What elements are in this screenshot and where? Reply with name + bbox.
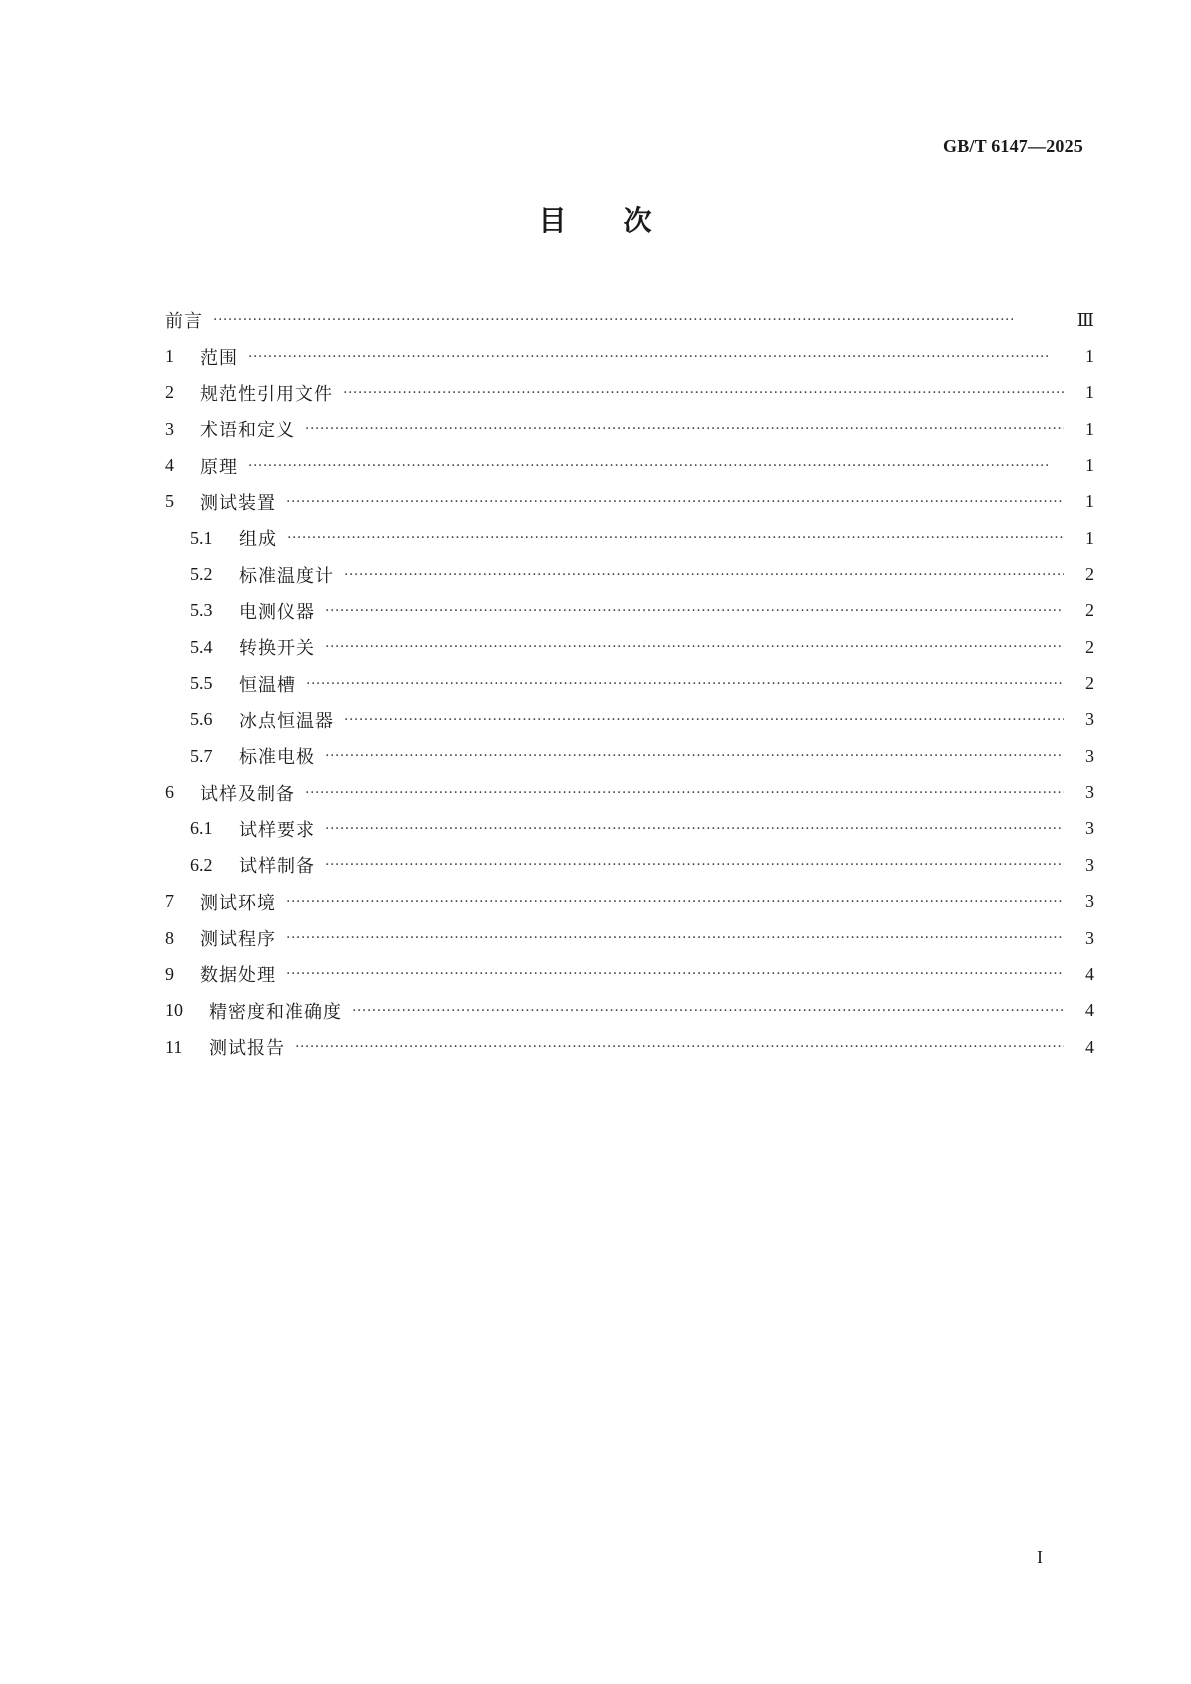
toc-entry-number: 9 (165, 963, 174, 984)
dot-leader (306, 676, 1064, 692)
toc-entry-number: 5.5 (190, 673, 213, 694)
dot-leader (305, 785, 1064, 801)
toc-entry-page: 3 (1085, 891, 1094, 912)
toc-entry-label: 标准电极 (239, 747, 315, 769)
toc-entry-number: 6 (165, 782, 174, 803)
toc-entry-label: 组成 (239, 529, 277, 551)
toc-entry-number: 11 (165, 1036, 183, 1057)
dot-leader (286, 966, 1064, 982)
toc-entry-label: 前言 (165, 311, 203, 333)
toc-entry-5-1[interactable] (165, 520, 1094, 556)
dot-leader (305, 421, 1064, 437)
toc-entry-number: 5.6 (190, 709, 213, 730)
dot-leader (248, 349, 1064, 365)
table-of-contents (165, 302, 1094, 1065)
toc-entry-label: 术语和定义 (200, 420, 295, 442)
toc-entry-11[interactable] (165, 1029, 1094, 1065)
toc-entry-number: 5.2 (190, 564, 213, 585)
title-char-1: 目 (538, 204, 568, 237)
toc-entry-8[interactable] (165, 920, 1094, 956)
toc-entry-page: 2 (1085, 673, 1094, 694)
toc-entry-page: Ⅲ (1076, 309, 1094, 330)
toc-entry-page: 3 (1085, 782, 1094, 803)
toc-entry-6-2[interactable] (165, 847, 1094, 883)
dot-leader (213, 312, 1064, 328)
toc-entry-number: 5.4 (190, 636, 213, 657)
dot-leader (287, 530, 1064, 546)
toc-entry-label: 试样制备 (239, 856, 315, 878)
toc-entry-label: 测试报告 (209, 1038, 285, 1060)
toc-entry-label: 精密度和准确度 (209, 1001, 342, 1023)
toc-entry-page: 2 (1085, 636, 1094, 657)
dot-leader (325, 639, 1064, 655)
toc-entry-10[interactable] (165, 993, 1094, 1029)
dot-leader (344, 567, 1064, 583)
toc-entry-label: 数据处理 (200, 965, 276, 987)
toc-entry-5-7[interactable] (165, 738, 1094, 774)
toc-entry-number: 7 (165, 891, 174, 912)
toc-entry-6[interactable] (165, 774, 1094, 810)
toc-entry-number: 5 (165, 491, 174, 512)
toc-entry-5-3[interactable] (165, 593, 1094, 629)
toc-entry-label: 规范性引用文件 (200, 383, 333, 405)
toc-entry-7[interactable] (165, 884, 1094, 920)
dot-leader (248, 458, 1064, 474)
page-number: I (1037, 1547, 1043, 1567)
toc-entry-5-6[interactable] (165, 702, 1094, 738)
dot-leader (325, 603, 1064, 619)
toc-entry-label: 试样要求 (239, 819, 315, 841)
toc-entry-number: 3 (165, 418, 174, 439)
toc-entry-page: 1 (1085, 382, 1094, 403)
toc-entry-3[interactable] (165, 411, 1094, 447)
dot-leader (352, 1003, 1064, 1019)
toc-entry-page: 3 (1085, 745, 1094, 766)
toc-entry-page: 1 (1085, 527, 1094, 548)
toc-entry-5-5[interactable] (165, 665, 1094, 701)
dot-leader (286, 930, 1064, 946)
toc-entry-5-4[interactable] (165, 629, 1094, 665)
toc-entry-number: 5.7 (190, 745, 213, 766)
toc-entry-2[interactable] (165, 375, 1094, 411)
toc-entry-page: 2 (1085, 564, 1094, 585)
toc-entry-number: 5.1 (190, 527, 213, 548)
dot-leader (295, 1039, 1064, 1055)
toc-entry-5-2[interactable] (165, 556, 1094, 592)
toc-entry-label: 原理 (200, 456, 238, 478)
toc-entry-5[interactable] (165, 484, 1094, 520)
toc-entry-page: 3 (1085, 709, 1094, 730)
dot-leader (325, 748, 1064, 764)
toc-entry-4[interactable] (165, 447, 1094, 483)
toc-entry-page: 4 (1085, 1036, 1094, 1057)
toc-entry-page: 1 (1085, 418, 1094, 439)
dot-leader (343, 385, 1064, 401)
title-char-2: 次 (623, 204, 653, 237)
toc-entry-number: 4 (165, 455, 174, 476)
toc-entry-page: 2 (1085, 600, 1094, 621)
toc-entry-9[interactable] (165, 956, 1094, 992)
toc-entry-page: 3 (1085, 927, 1094, 948)
toc-entry-page: 4 (1085, 1000, 1094, 1021)
toc-entry-label: 测试装置 (200, 492, 276, 514)
toc-entry-page: 1 (1085, 455, 1094, 476)
toc-entry-number: 10 (165, 1000, 183, 1021)
dot-leader (325, 857, 1064, 873)
toc-entry-page: 1 (1085, 346, 1094, 367)
page-title (0, 204, 1191, 238)
toc-entry-page: 3 (1085, 854, 1094, 875)
toc-entry-number: 2 (165, 382, 174, 403)
toc-entry-number: 6.1 (190, 818, 213, 839)
dot-leader (344, 712, 1064, 728)
toc-entry-label: 恒温槽 (239, 674, 296, 696)
dot-leader (325, 821, 1064, 837)
toc-entry-6-1[interactable] (165, 811, 1094, 847)
standard-code: GB/T 6147—2025 (943, 136, 1083, 156)
toc-entry-1[interactable] (165, 338, 1094, 374)
toc-entry-page: 4 (1085, 963, 1094, 984)
toc-entry-number: 1 (165, 346, 174, 367)
dot-leader (286, 894, 1064, 910)
toc-entry-label: 电测仪器 (239, 601, 315, 623)
toc-entry-label: 冰点恒温器 (239, 710, 334, 732)
toc-entry-foreword[interactable] (165, 302, 1094, 338)
toc-entry-label: 范围 (200, 347, 238, 369)
toc-entry-page: 3 (1085, 818, 1094, 839)
toc-entry-number: 6.2 (190, 854, 213, 875)
toc-entry-label: 转换开关 (239, 638, 315, 660)
toc-entry-number: 8 (165, 927, 174, 948)
toc-entry-label: 测试环境 (200, 892, 276, 914)
toc-entry-page: 1 (1085, 491, 1094, 512)
toc-entry-label: 试样及制备 (200, 783, 295, 805)
toc-entry-number: 5.3 (190, 600, 213, 621)
dot-leader (286, 494, 1064, 510)
toc-entry-label: 标准温度计 (239, 565, 334, 587)
toc-entry-label: 测试程序 (200, 929, 276, 951)
